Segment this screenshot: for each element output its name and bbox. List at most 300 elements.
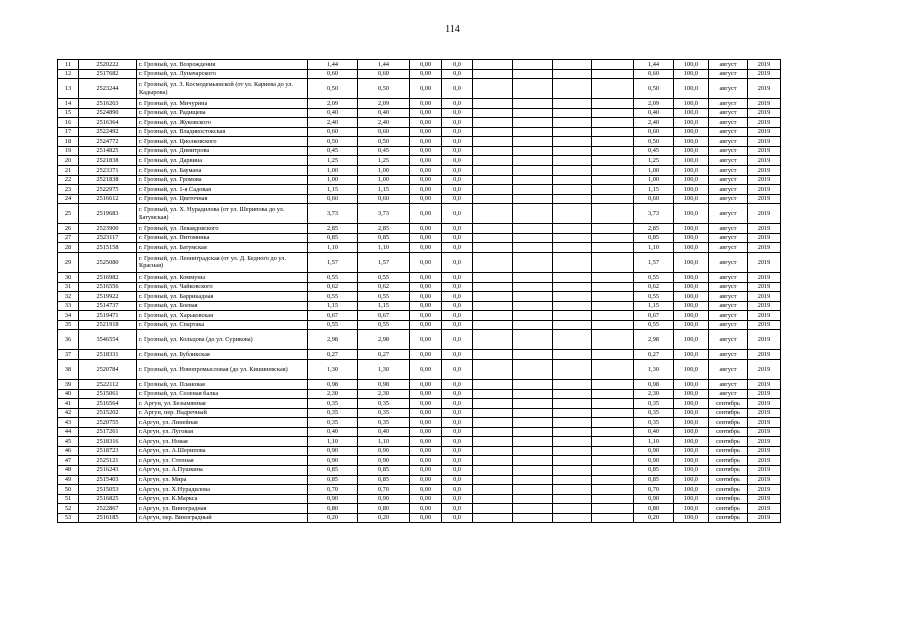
col-g-cell: [553, 504, 592, 514]
length-plan-cell: 0,45: [634, 146, 674, 156]
length-repaired-cell: 2,30: [358, 389, 410, 399]
percent-remaining-cell: 0,0: [442, 504, 473, 514]
table-row: [58, 513, 781, 523]
row-number-cell: 44: [58, 427, 79, 437]
col-h-cell: [592, 204, 634, 224]
col-g-cell: [553, 494, 592, 504]
length-total-cell: 0,70: [308, 485, 358, 495]
col-f-cell: [513, 311, 553, 321]
col-g-cell: [553, 137, 592, 147]
percent-plan-cell: 100,0: [674, 282, 709, 292]
col-f-cell: [513, 320, 553, 330]
col-h-cell: [592, 233, 634, 243]
col-g-cell: [553, 427, 592, 437]
road-code-cell: 2515403: [79, 475, 137, 485]
col-h-cell: [592, 456, 634, 466]
year-cell: 2019: [748, 320, 781, 330]
year-cell: 2019: [748, 273, 781, 283]
table-row: [58, 243, 781, 253]
length-total-cell: 0,35: [308, 418, 358, 428]
length-repaired-cell: 0,40: [358, 108, 410, 118]
col-f-cell: [513, 399, 553, 409]
length-total-cell: 0,60: [308, 127, 358, 137]
length-repaired-cell: 0,85: [358, 233, 410, 243]
col-e-cell: [473, 485, 513, 495]
col-e-cell: [473, 127, 513, 137]
percent-remaining-cell: 0,0: [442, 475, 473, 485]
length-remaining-cell: 0,00: [410, 494, 442, 504]
col-g-cell: [553, 311, 592, 321]
month-cell: август: [709, 118, 748, 128]
table-row: [58, 60, 781, 70]
length-repaired-cell: 2,98: [358, 330, 410, 350]
length-repaired-cell: 1,25: [358, 156, 410, 166]
percent-plan-cell: 100,0: [674, 243, 709, 253]
length-total-cell: 1,10: [308, 243, 358, 253]
col-h-cell: [592, 494, 634, 504]
length-remaining-cell: 0,00: [410, 127, 442, 137]
col-g-cell: [553, 485, 592, 495]
length-total-cell: 0,85: [308, 465, 358, 475]
month-cell: август: [709, 301, 748, 311]
length-plan-cell: 0,90: [634, 456, 674, 466]
year-cell: 2019: [748, 233, 781, 243]
road-code-cell: 2515158: [79, 243, 137, 253]
col-g-cell: [553, 350, 592, 360]
col-f-cell: [513, 243, 553, 253]
length-repaired-cell: 0,62: [358, 282, 410, 292]
month-cell: август: [709, 204, 748, 224]
table-row: [58, 446, 781, 456]
col-h-cell: [592, 137, 634, 147]
col-h-cell: [592, 350, 634, 360]
col-h-cell: [592, 194, 634, 204]
road-code-cell: 2524890: [79, 108, 137, 118]
col-e-cell: [473, 389, 513, 399]
row-number-cell: 34: [58, 311, 79, 321]
street-name-cell: г. Грозный, ул. Чайковского: [137, 282, 308, 292]
col-e-cell: [473, 380, 513, 390]
road-code-cell: 2516364: [79, 118, 137, 128]
col-f-cell: [513, 437, 553, 447]
month-cell: сентябрь: [709, 456, 748, 466]
percent-plan-cell: 100,0: [674, 456, 709, 466]
row-number-cell: 32: [58, 292, 79, 302]
length-total-cell: 2,30: [308, 389, 358, 399]
table-row: [58, 437, 781, 447]
road-code-cell: 2522867: [79, 504, 137, 514]
col-f-cell: [513, 282, 553, 292]
length-plan-cell: 0,90: [634, 494, 674, 504]
col-e-cell: [473, 504, 513, 514]
col-f-cell: [513, 465, 553, 475]
col-h-cell: [592, 320, 634, 330]
month-cell: август: [709, 273, 748, 283]
percent-plan-cell: 100,0: [674, 359, 709, 379]
length-plan-cell: 2,40: [634, 118, 674, 128]
percent-remaining-cell: 0,0: [442, 389, 473, 399]
length-plan-cell: 0,40: [634, 108, 674, 118]
table-row: [58, 99, 781, 109]
road-code-cell: 2514825: [79, 146, 137, 156]
percent-remaining-cell: 0,0: [442, 118, 473, 128]
year-cell: 2019: [748, 301, 781, 311]
length-remaining-cell: 0,00: [410, 204, 442, 224]
col-g-cell: [553, 320, 592, 330]
table-row: [58, 118, 781, 128]
percent-remaining-cell: 0,0: [442, 465, 473, 475]
percent-plan-cell: 100,0: [674, 399, 709, 409]
length-repaired-cell: 0,60: [358, 194, 410, 204]
month-cell: август: [709, 69, 748, 79]
col-g-cell: [553, 118, 592, 128]
month-cell: август: [709, 292, 748, 302]
road-code-cell: 2519471: [79, 311, 137, 321]
col-e-cell: [473, 204, 513, 224]
length-total-cell: 0,98: [308, 380, 358, 390]
row-number-cell: 36: [58, 330, 79, 350]
year-cell: 2019: [748, 311, 781, 321]
table-row: [58, 418, 781, 428]
row-number-cell: 23: [58, 185, 79, 195]
month-cell: август: [709, 146, 748, 156]
length-remaining-cell: 0,00: [410, 485, 442, 495]
road-code-cell: 2515202: [79, 408, 137, 418]
road-code-cell: 2525080: [79, 252, 137, 272]
length-repaired-cell: 1,44: [358, 60, 410, 70]
percent-plan-cell: 100,0: [674, 233, 709, 243]
col-h-cell: [592, 427, 634, 437]
year-cell: 2019: [748, 359, 781, 379]
month-cell: август: [709, 108, 748, 118]
month-cell: август: [709, 252, 748, 272]
length-total-cell: 1,00: [308, 175, 358, 185]
percent-remaining-cell: 0,0: [442, 350, 473, 360]
month-cell: август: [709, 60, 748, 70]
length-remaining-cell: 0,00: [410, 311, 442, 321]
street-name-cell: г. Грозный, ул. Баррикадная: [137, 292, 308, 302]
length-remaining-cell: 0,00: [410, 60, 442, 70]
length-remaining-cell: 0,00: [410, 427, 442, 437]
row-number-cell: 11: [58, 60, 79, 70]
row-number-cell: 48: [58, 465, 79, 475]
road-code-cell: 2519922: [79, 292, 137, 302]
road-code-cell: 2525121: [79, 456, 137, 466]
col-h-cell: [592, 282, 634, 292]
street-name-cell: г. Грозный, ул. Громова: [137, 175, 308, 185]
road-code-cell: 2518723: [79, 446, 137, 456]
year-cell: 2019: [748, 194, 781, 204]
table-row: [58, 137, 781, 147]
col-g-cell: [553, 408, 592, 418]
length-remaining-cell: 0,00: [410, 465, 442, 475]
col-g-cell: [553, 224, 592, 234]
col-g-cell: [553, 475, 592, 485]
month-cell: сентябрь: [709, 504, 748, 514]
col-g-cell: [553, 108, 592, 118]
col-g-cell: [553, 146, 592, 156]
year-cell: 2019: [748, 399, 781, 409]
percent-plan-cell: 100,0: [674, 408, 709, 418]
col-f-cell: [513, 301, 553, 311]
length-remaining-cell: 0,00: [410, 475, 442, 485]
street-name-cell: г. Грозный, ул. Мичурина: [137, 99, 308, 109]
length-total-cell: 0,55: [308, 292, 358, 302]
table-row: [58, 282, 781, 292]
col-h-cell: [592, 156, 634, 166]
month-cell: август: [709, 380, 748, 390]
length-remaining-cell: 0,00: [410, 380, 442, 390]
row-number-cell: 37: [58, 350, 79, 360]
month-cell: сентябрь: [709, 513, 748, 523]
col-h-cell: [592, 69, 634, 79]
length-total-cell: 0,35: [308, 408, 358, 418]
month-cell: сентябрь: [709, 446, 748, 456]
length-repaired-cell: 0,85: [358, 465, 410, 475]
length-plan-cell: 0,50: [634, 137, 674, 147]
length-total-cell: 0,90: [308, 494, 358, 504]
month-cell: август: [709, 99, 748, 109]
length-total-cell: 0,67: [308, 311, 358, 321]
table-row: [58, 380, 781, 390]
length-remaining-cell: 0,00: [410, 320, 442, 330]
road-code-cell: 2516825: [79, 494, 137, 504]
table-row: [58, 311, 781, 321]
col-f-cell: [513, 494, 553, 504]
length-repaired-cell: 0,60: [358, 127, 410, 137]
col-g-cell: [553, 185, 592, 195]
table-body: [58, 60, 781, 523]
street-name-cell: г.Аргун, ул. Новая: [137, 437, 308, 447]
col-f-cell: [513, 359, 553, 379]
length-total-cell: 0,35: [308, 399, 358, 409]
year-cell: 2019: [748, 137, 781, 147]
length-plan-cell: 1,44: [634, 60, 674, 70]
length-repaired-cell: 0,90: [358, 446, 410, 456]
percent-remaining-cell: 0,0: [442, 380, 473, 390]
col-f-cell: [513, 137, 553, 147]
col-g-cell: [553, 60, 592, 70]
year-cell: 2019: [748, 408, 781, 418]
percent-plan-cell: 100,0: [674, 273, 709, 283]
table-row: [58, 204, 781, 224]
table-row: [58, 156, 781, 166]
row-number-cell: 15: [58, 108, 79, 118]
road-code-cell: 2522492: [79, 127, 137, 137]
month-cell: август: [709, 359, 748, 379]
percent-plan-cell: 100,0: [674, 292, 709, 302]
length-total-cell: 0,40: [308, 108, 358, 118]
col-h-cell: [592, 380, 634, 390]
col-h-cell: [592, 513, 634, 523]
length-plan-cell: 0,55: [634, 292, 674, 302]
col-f-cell: [513, 418, 553, 428]
row-number-cell: 14: [58, 99, 79, 109]
percent-remaining-cell: 0,0: [442, 69, 473, 79]
col-g-cell: [553, 204, 592, 224]
road-code-cell: 2517261: [79, 427, 137, 437]
length-total-cell: 1,00: [308, 166, 358, 176]
street-name-cell: г.Аргун, ул. Х.Нурадилова: [137, 485, 308, 495]
month-cell: сентябрь: [709, 408, 748, 418]
row-number-cell: 28: [58, 243, 79, 253]
street-name-cell: г.Аргун, ул. Виноградная: [137, 504, 308, 514]
year-cell: 2019: [748, 465, 781, 475]
table-row: [58, 194, 781, 204]
length-remaining-cell: 0,00: [410, 359, 442, 379]
percent-remaining-cell: 0,0: [442, 292, 473, 302]
table-row: [58, 485, 781, 495]
length-remaining-cell: 0,00: [410, 224, 442, 234]
col-e-cell: [473, 156, 513, 166]
length-plan-cell: 1,00: [634, 166, 674, 176]
row-number-cell: 39: [58, 380, 79, 390]
col-h-cell: [592, 475, 634, 485]
percent-plan-cell: 100,0: [674, 185, 709, 195]
length-plan-cell: 1,15: [634, 185, 674, 195]
length-remaining-cell: 0,00: [410, 99, 442, 109]
col-e-cell: [473, 175, 513, 185]
length-remaining-cell: 0,00: [410, 282, 442, 292]
length-repaired-cell: 0,40: [358, 427, 410, 437]
col-h-cell: [592, 292, 634, 302]
length-total-cell: 1,30: [308, 359, 358, 379]
street-name-cell: г. Грозный, ул. Плановая: [137, 380, 308, 390]
col-g-cell: [553, 380, 592, 390]
col-f-cell: [513, 233, 553, 243]
col-e-cell: [473, 475, 513, 485]
length-plan-cell: 1,00: [634, 175, 674, 185]
length-total-cell: 0,40: [308, 427, 358, 437]
length-remaining-cell: 0,00: [410, 166, 442, 176]
col-h-cell: [592, 311, 634, 321]
street-name-cell: г.Аргун, ул. Степная: [137, 456, 308, 466]
percent-plan-cell: 100,0: [674, 311, 709, 321]
col-e-cell: [473, 301, 513, 311]
table-row: [58, 465, 781, 475]
length-plan-cell: 0,85: [634, 475, 674, 485]
col-h-cell: [592, 99, 634, 109]
length-total-cell: 0,55: [308, 273, 358, 283]
street-name-cell: г.Аргун, ул. А.Шерипова: [137, 446, 308, 456]
col-e-cell: [473, 224, 513, 234]
road-code-cell: 2516185: [79, 513, 137, 523]
length-total-cell: 3,73: [308, 204, 358, 224]
col-h-cell: [592, 389, 634, 399]
year-cell: 2019: [748, 243, 781, 253]
percent-remaining-cell: 0,0: [442, 156, 473, 166]
length-total-cell: 1,15: [308, 185, 358, 195]
length-total-cell: 2,09: [308, 99, 358, 109]
length-total-cell: 0,27: [308, 350, 358, 360]
street-name-cell: г. Грозный, ул. Харьковская: [137, 311, 308, 321]
col-e-cell: [473, 427, 513, 437]
year-cell: 2019: [748, 99, 781, 109]
length-plan-cell: 1,10: [634, 437, 674, 447]
percent-remaining-cell: 0,0: [442, 127, 473, 137]
road-code-cell: 2521918: [79, 320, 137, 330]
percent-remaining-cell: 0,0: [442, 166, 473, 176]
length-remaining-cell: 0,00: [410, 146, 442, 156]
length-remaining-cell: 0,00: [410, 513, 442, 523]
col-e-cell: [473, 437, 513, 447]
col-e-cell: [473, 233, 513, 243]
percent-plan-cell: 100,0: [674, 446, 709, 456]
col-h-cell: [592, 330, 634, 350]
col-h-cell: [592, 224, 634, 234]
percent-remaining-cell: 0,0: [442, 494, 473, 504]
col-f-cell: [513, 127, 553, 137]
percent-plan-cell: 100,0: [674, 194, 709, 204]
street-name-cell: г. Грозный, ул. Цветочная: [137, 194, 308, 204]
col-h-cell: [592, 185, 634, 195]
percent-plan-cell: 100,0: [674, 252, 709, 272]
length-plan-cell: 0,70: [634, 485, 674, 495]
length-plan-cell: 2,85: [634, 224, 674, 234]
percent-plan-cell: 100,0: [674, 494, 709, 504]
row-number-cell: 45: [58, 437, 79, 447]
percent-remaining-cell: 0,0: [442, 108, 473, 118]
col-e-cell: [473, 350, 513, 360]
length-remaining-cell: 0,00: [410, 437, 442, 447]
row-number-cell: 17: [58, 127, 79, 137]
street-name-cell: г. Грозный, ул. З. Космодемьянской (от ул. Кариева до ул. Кадырова): [137, 79, 308, 99]
street-name-cell: г. Грозный, ул. Новопромысловая (до ул. Кишиневская): [137, 359, 308, 379]
length-repaired-cell: 0,50: [358, 79, 410, 99]
street-name-cell: г.Аргун, пер. Виноградный: [137, 513, 308, 523]
col-f-cell: [513, 185, 553, 195]
percent-remaining-cell: 0,0: [442, 330, 473, 350]
col-g-cell: [553, 437, 592, 447]
month-cell: август: [709, 175, 748, 185]
row-number-cell: 26: [58, 224, 79, 234]
col-e-cell: [473, 292, 513, 302]
length-plan-cell: 0,27: [634, 350, 674, 360]
length-total-cell: 0,80: [308, 504, 358, 514]
table-row: [58, 292, 781, 302]
length-plan-cell: 0,55: [634, 320, 674, 330]
month-cell: сентябрь: [709, 437, 748, 447]
length-plan-cell: 0,67: [634, 311, 674, 321]
col-g-cell: [553, 330, 592, 350]
table-row: [58, 359, 781, 379]
percent-remaining-cell: 0,0: [442, 408, 473, 418]
col-e-cell: [473, 330, 513, 350]
col-g-cell: [553, 301, 592, 311]
street-name-cell: г. Грозный, ул. Спартака: [137, 320, 308, 330]
road-code-cell: 2518331: [79, 350, 137, 360]
length-plan-cell: 0,98: [634, 380, 674, 390]
road-code-cell: 2522975: [79, 185, 137, 195]
table-row: [58, 175, 781, 185]
road-code-cell: 2516556: [79, 282, 137, 292]
percent-remaining-cell: 0,0: [442, 456, 473, 466]
road-code-cell: 2516564: [79, 399, 137, 409]
month-cell: август: [709, 233, 748, 243]
length-repaired-cell: 0,27: [358, 350, 410, 360]
col-g-cell: [553, 252, 592, 272]
year-cell: 2019: [748, 513, 781, 523]
year-cell: 2019: [748, 224, 781, 234]
length-remaining-cell: 0,00: [410, 175, 442, 185]
row-number-cell: 41: [58, 399, 79, 409]
table-row: [58, 389, 781, 399]
col-e-cell: [473, 311, 513, 321]
length-repaired-cell: 2,85: [358, 224, 410, 234]
col-e-cell: [473, 418, 513, 428]
col-e-cell: [473, 399, 513, 409]
col-h-cell: [592, 359, 634, 379]
